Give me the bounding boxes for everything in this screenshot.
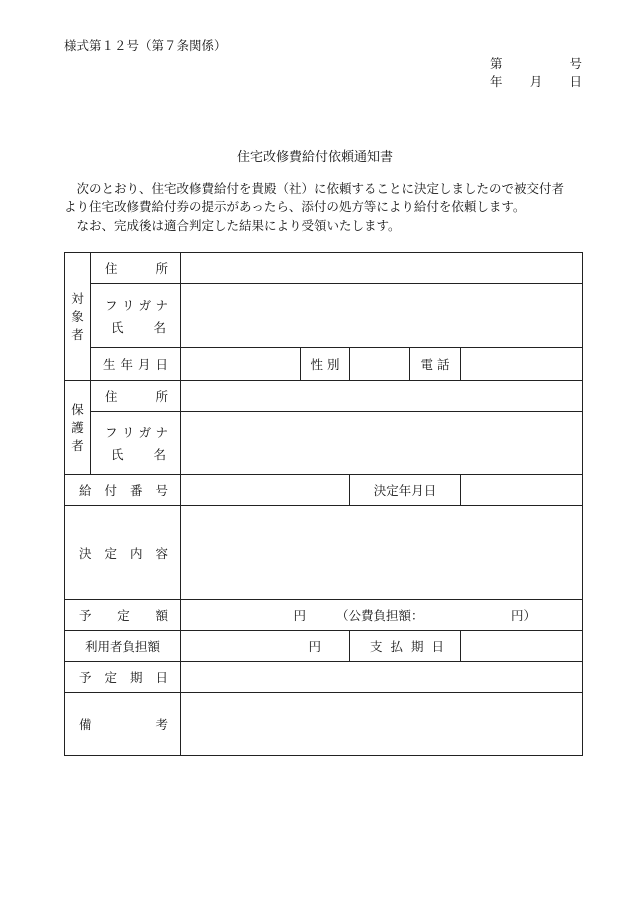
sex-field[interactable]	[350, 348, 410, 381]
remarks-label: 備 考	[65, 693, 181, 756]
decision-content-field[interactable]	[181, 506, 583, 600]
subject-name-field[interactable]	[181, 284, 583, 348]
remarks-field[interactable]	[181, 693, 583, 756]
planned-amount-yen: 円	[293, 608, 306, 623]
public-burden-close: 円）	[510, 608, 536, 623]
body-line-2: より住宅改修費給付券の提示があったら、添付の処方等により給付を依頼します。	[64, 199, 526, 214]
body-line-1: 次のとおり、住宅改修費給付を貴殿（社）に依頼することに決定しましたので被交付者	[64, 181, 565, 196]
sex-label: 性 別	[301, 348, 350, 381]
decision-content-label: 決 定 内 容	[65, 506, 181, 600]
date-year: 年	[490, 74, 503, 89]
benefit-number-label: 給 付 番 号	[65, 475, 181, 506]
phone-field[interactable]	[461, 348, 583, 381]
payment-date-field[interactable]	[461, 631, 583, 662]
request-form-table	[64, 252, 583, 756]
guardian-name-field[interactable]	[181, 412, 583, 475]
document-title: 住宅改修費給付依頼通知書	[236, 150, 393, 165]
planned-amount-label: 予 定 額	[65, 600, 181, 631]
subject-char-1: 対	[71, 290, 84, 306]
subject-char-3: 者	[71, 326, 84, 342]
date-day: 日	[569, 74, 582, 89]
guardian-group-label: 保 護 者	[65, 381, 91, 475]
subject-address-field[interactable]	[181, 253, 583, 284]
subject-char-2: 象	[71, 308, 84, 324]
subject-address-label: 住 所	[91, 253, 181, 284]
planned-date-label: 予 定 期 日	[65, 662, 181, 693]
subject-group-label	[65, 253, 91, 381]
body-line-3: なお、完成後は適合判定した結果により受領いたします。	[64, 218, 401, 233]
decision-date-field[interactable]	[461, 475, 583, 506]
subject-name-label: フ リ ガ ナ 氏 名	[91, 284, 181, 348]
guardian-address-label: 住 所	[91, 381, 181, 412]
user-burden-label: 利用者負担額	[65, 631, 181, 662]
user-burden-field[interactable]	[181, 631, 350, 662]
birthdate-label: 生 年 月 日	[91, 348, 181, 381]
guardian-name-label: フ リ ガ ナ 氏 名	[91, 412, 181, 475]
guardian-address-field[interactable]	[181, 381, 583, 412]
benefit-number-field[interactable]	[181, 475, 350, 506]
date-month: 月	[529, 74, 543, 89]
number-prefix: 第	[490, 56, 503, 71]
public-burden-open: （公費負担額：	[336, 608, 424, 623]
user-burden-yen: 円	[308, 639, 321, 654]
birthdate-field[interactable]	[181, 348, 301, 381]
number-suffix: 号	[569, 56, 582, 71]
phone-label: 電 話	[410, 348, 461, 381]
document-date	[490, 72, 582, 90]
document-number	[490, 54, 582, 72]
planned-amount-field[interactable]	[181, 600, 583, 631]
payment-date-label: 支 払 期 日	[350, 631, 461, 662]
decision-date-label: 決定年月日	[350, 475, 461, 506]
form-id: 様式第１２号（第７条関係）	[64, 38, 227, 53]
planned-date-field[interactable]	[181, 662, 583, 693]
